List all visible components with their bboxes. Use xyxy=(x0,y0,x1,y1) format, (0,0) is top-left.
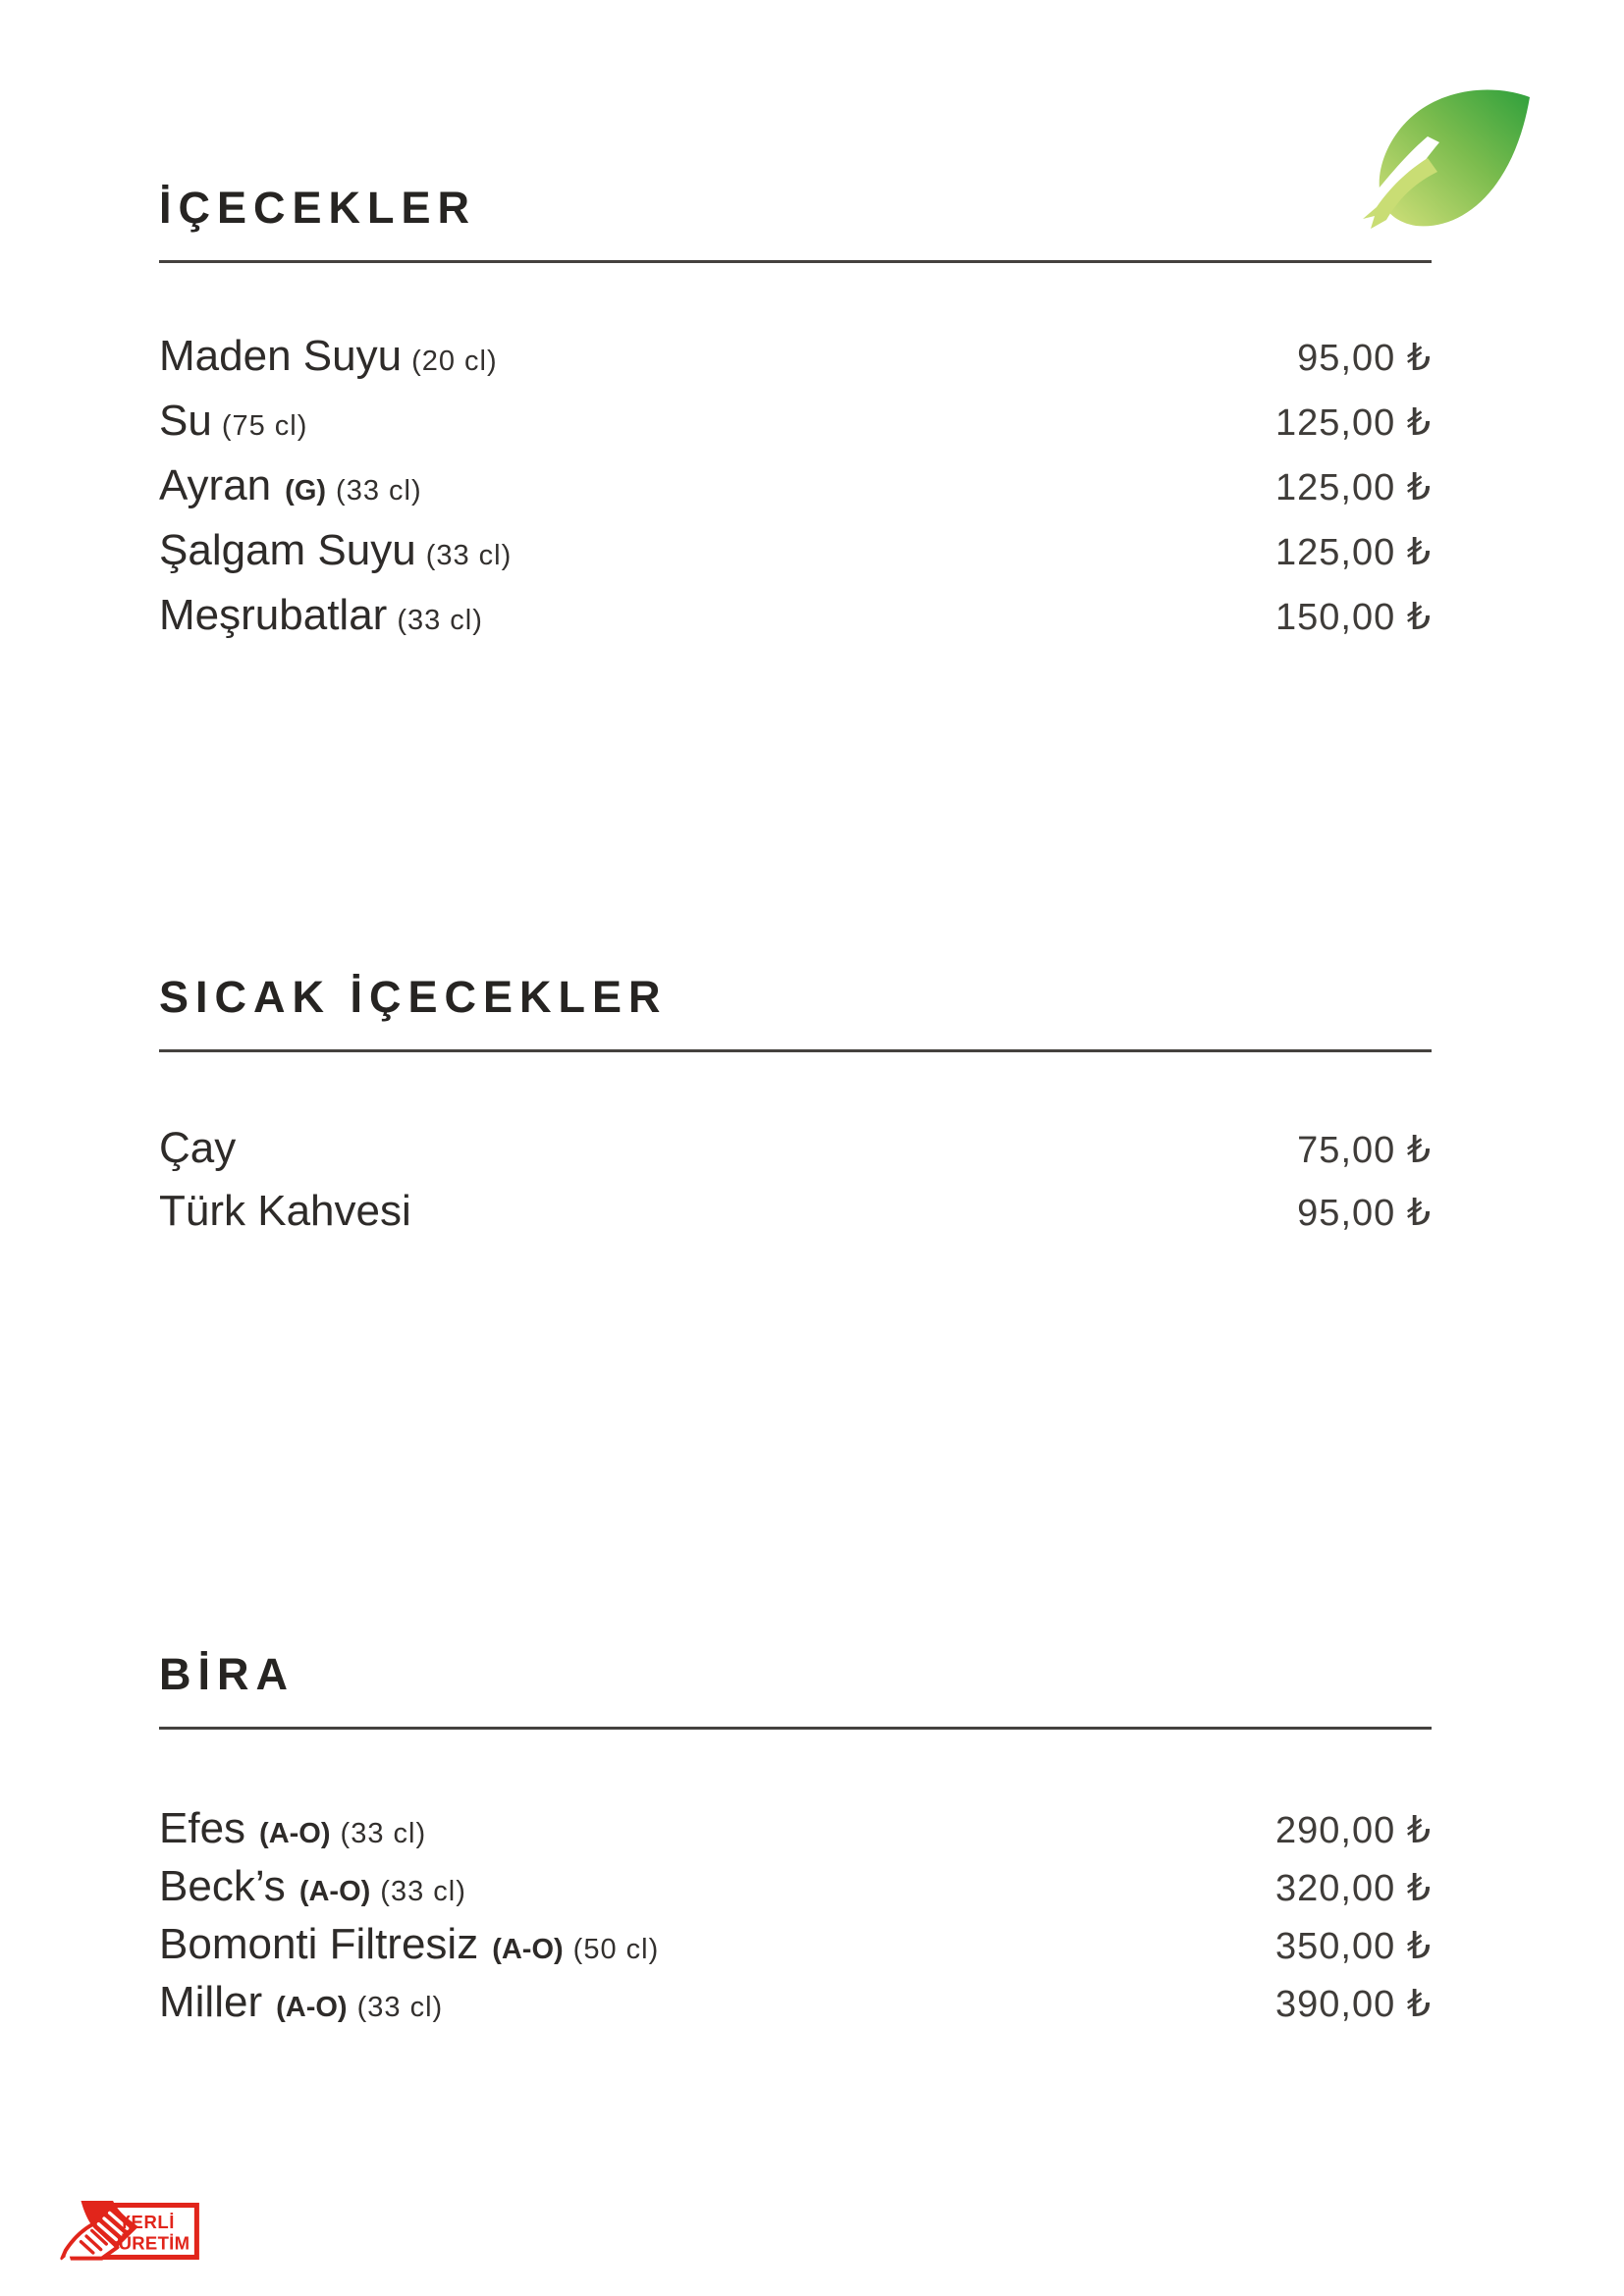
item-price: 125,00 ₺ xyxy=(1275,532,1432,573)
menu-item xyxy=(159,1124,1432,1187)
item-price: 125,00 ₺ xyxy=(1275,467,1432,508)
item-label xyxy=(159,1862,466,1911)
item-label xyxy=(159,1124,236,1173)
item-name: Şalgam Suyu xyxy=(159,526,416,574)
badge-text-line1: YERLİ xyxy=(118,2212,175,2233)
item-volume: (33 cl) xyxy=(380,1876,466,1907)
section-title: İÇECEKLER xyxy=(159,183,477,233)
item-name: Türk Kahvesi xyxy=(159,1187,411,1235)
item-label xyxy=(159,1187,411,1236)
section-items xyxy=(159,1124,1432,1250)
item-price: 150,00 ₺ xyxy=(1275,597,1432,638)
item-price: 390,00 ₺ xyxy=(1275,1984,1432,2025)
item-label xyxy=(159,526,512,575)
item-allergen-tag: (A-O) xyxy=(298,1876,371,1907)
item-name: Bomonti Filtresiz xyxy=(159,1920,479,1968)
item-name: Efes xyxy=(159,1804,246,1852)
item-label xyxy=(159,591,483,640)
section-items xyxy=(159,332,1432,656)
item-allergen-tag: (A-O) xyxy=(492,1934,564,1965)
item-price: 320,00 ₺ xyxy=(1275,1868,1432,1909)
section-title: BİRA xyxy=(159,1649,295,1699)
menu-item xyxy=(159,1187,1432,1250)
item-label xyxy=(159,397,307,446)
item-label xyxy=(159,1978,443,2027)
item-name: Su xyxy=(159,397,212,445)
item-volume: (33 cl) xyxy=(336,475,422,507)
item-volume: (20 cl) xyxy=(411,346,498,377)
menu-item xyxy=(159,332,1432,397)
section-sicak-icecekler xyxy=(159,972,1432,1250)
item-name: Beck’s xyxy=(159,1862,286,1910)
section-divider xyxy=(159,260,1432,263)
section-divider xyxy=(159,1727,1432,1730)
item-volume: (33 cl) xyxy=(340,1818,427,1849)
menu-item xyxy=(159,591,1432,656)
item-price: 75,00 ₺ xyxy=(1297,1130,1432,1171)
item-volume: (33 cl) xyxy=(356,1992,444,2023)
item-allergen-tag: (A-O) xyxy=(276,1992,348,2023)
section-divider xyxy=(159,1049,1432,1052)
item-price: 290,00 ₺ xyxy=(1275,1810,1432,1851)
item-price: 95,00 ₺ xyxy=(1297,338,1432,379)
item-volume: (75 cl) xyxy=(221,410,308,442)
item-name: Maden Suyu xyxy=(159,332,403,380)
item-name: Çay xyxy=(159,1124,237,1172)
item-volume: (33 cl) xyxy=(397,605,483,636)
item-price: 350,00 ₺ xyxy=(1275,1926,1432,1967)
item-volume: (33 cl) xyxy=(425,540,513,571)
item-name: Miller xyxy=(159,1978,263,2026)
item-name: Meşrubatlar xyxy=(159,591,388,639)
section-title: SICAK İÇECEKLER xyxy=(159,972,668,1022)
section-bira xyxy=(159,1649,1432,2036)
menu-item xyxy=(159,397,1432,461)
item-allergen-tag: (G) xyxy=(285,475,327,507)
menu-item xyxy=(159,1920,1432,1978)
item-label xyxy=(159,461,422,510)
item-label xyxy=(159,1804,426,1853)
menu-item xyxy=(159,1804,1432,1862)
item-price: 125,00 ₺ xyxy=(1275,402,1432,444)
item-label xyxy=(159,332,498,381)
menu-item xyxy=(159,1978,1432,2036)
item-volume: (50 cl) xyxy=(572,1934,660,1965)
item-name: Ayran xyxy=(159,461,272,509)
yerli-uretim-badge xyxy=(59,2201,202,2262)
item-allergen-tag: (A-O) xyxy=(259,1818,331,1849)
menu-item xyxy=(159,461,1432,526)
badge-text-line2: ÜRETİM xyxy=(118,2232,190,2254)
menu-item xyxy=(159,1862,1432,1920)
section-items xyxy=(159,1804,1432,2036)
section-icecekler xyxy=(159,183,1432,656)
item-label xyxy=(159,1920,659,1969)
menu-item xyxy=(159,526,1432,591)
item-price: 95,00 ₺ xyxy=(1297,1193,1432,1234)
